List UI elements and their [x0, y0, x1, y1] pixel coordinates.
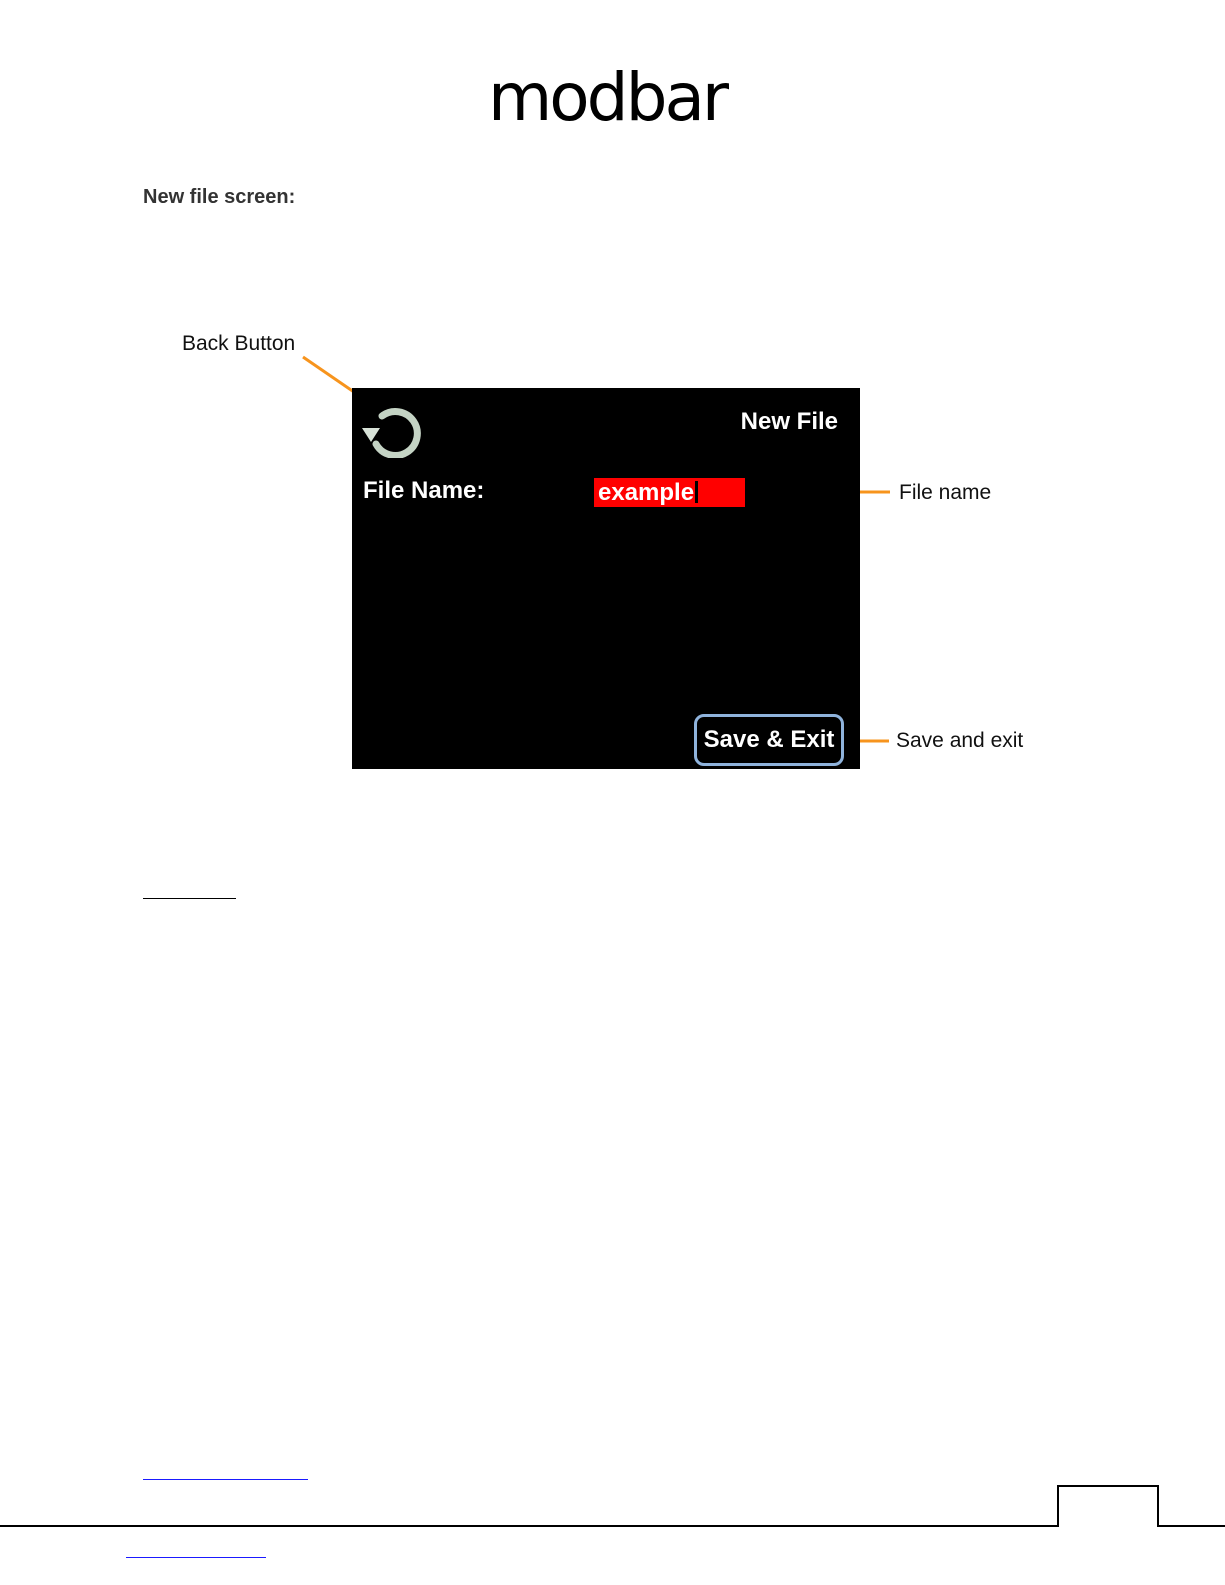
section-heading: New file screen: [143, 186, 296, 208]
file-name-label: File Name: [363, 477, 485, 504]
back-button[interactable] [360, 398, 422, 458]
file-name-input[interactable] [594, 478, 745, 507]
file-name-value: example [598, 479, 695, 506]
modbar-logo: modbar [488, 59, 727, 136]
refresh-arrow-icon [360, 398, 422, 458]
callout-file-name: File name [899, 481, 992, 504]
device-screen [352, 388, 860, 769]
screen-title: New File [740, 408, 838, 435]
footer-link-secondary[interactable] [126, 1557, 266, 1558]
callout-save-and-exit: Save and exit [896, 729, 1024, 752]
save-and-exit-button[interactable]: Save & Exit [694, 714, 844, 766]
callout-back-button: Back Button [182, 332, 296, 355]
footer-link[interactable] [143, 1479, 308, 1480]
section-divider [143, 898, 236, 899]
text-cursor [695, 481, 698, 503]
